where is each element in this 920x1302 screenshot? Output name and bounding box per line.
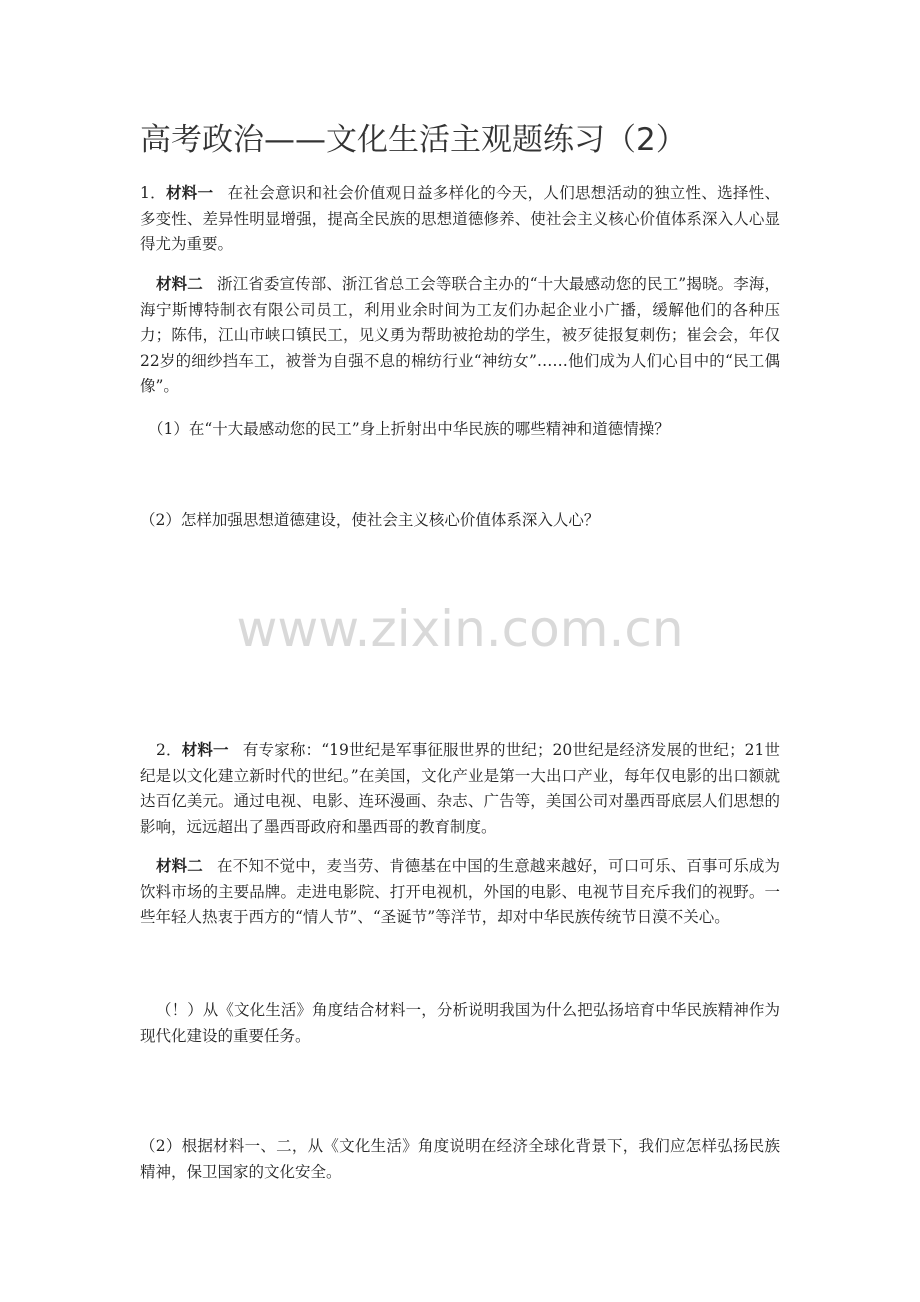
- q1-material-2: [140, 271, 780, 400]
- q1-number: 1．: [140, 184, 166, 202]
- q1-question-2: （2）怎样加强思想道德建设，使社会主义核心价值体系深入人心？: [140, 511, 600, 529]
- q2-material-1-text: 有专家称：“19世纪是军事征服世界的世纪；20世纪是经济发展的世纪；21世纪是以文化建立新时代的世纪。”在美国，文化产业是第一大出口产业，每年仅电影的出口额就达百亿美元。通过电视、电影、连环漫画、杂志、广告等，美国公司对墨西哥底层人们思想的影响，远远超出了墨西哥政府和墨西哥的教育制度。: [140, 741, 780, 836]
- q2-number: 2．: [156, 741, 182, 759]
- q1-material-1: [140, 180, 780, 258]
- q2-material-2-label: 材料二: [156, 856, 203, 875]
- q1-material-2-label: 材料二: [156, 274, 203, 293]
- q2-question-1: （！）从《文化生活》角度结合材料一，分析说明我国为什么把弘扬培育中华民族精神作为现代化建设的重要任务。: [140, 1001, 780, 1045]
- watermark: www.zixin.com.cn: [236, 600, 684, 658]
- q2-material-1: [140, 737, 780, 840]
- page-title: 高考政治——文化生活主观题练习（2）: [140, 122, 687, 158]
- q1-question-1: （1）在“十大最感动您的民工”身上折射出中华民族的哪些精神和道德情操？: [148, 420, 670, 438]
- q2-question-2: （2）根据材料一、二，从《文化生活》角度说明在经济全球化背景下，我们应怎样弘扬民族精神，保卫国家的文化安全。: [140, 1137, 780, 1181]
- q2-material-1-label: 材料一: [181, 740, 229, 759]
- q1-material-1-label: 材料一: [165, 183, 214, 202]
- q2-material-2-text: 在不知不觉中，麦当劳、肯德基在中国的生意越来越好，可口可乐、百事可乐成为饮料市场的主要品牌。走进电影院、打开电视机，外国的电影、电视节目充斥我们的视野。一些年轻人热衷于西方的“情人节”、“圣诞节”等洋节，却对中华民族传统节日漠不关心。: [140, 857, 780, 926]
- q2-material-2: [140, 853, 780, 931]
- q1-material-2-text: 浙江省委宣传部、浙江省总工会等联合主办的“十大最感动您的民工”揭晓。李海，海宁斯博特制衣有限公司员工，利用业余时间为工友们办起企业小广播，缓解他们的各种压力；陈伟，江山市峡口镇民工，见义勇为帮助被抢劫的学生，被歹徒报复刺伤；崔会会，年仅22岁的细纱挡车工，被誉为自强不息的棉纺行业“神纺女”……他们成为人们心目中的“民工偶像”。: [140, 275, 780, 395]
- q1-material-1-text: 在社会意识和社会价值观日益多样化的今天，人们思想活动的独立性、选择性、多变性、差异性明显增强，提高全民族的思想道德修养、使社会主义核心价值体系深入人心显得尤为重要。: [140, 184, 780, 253]
